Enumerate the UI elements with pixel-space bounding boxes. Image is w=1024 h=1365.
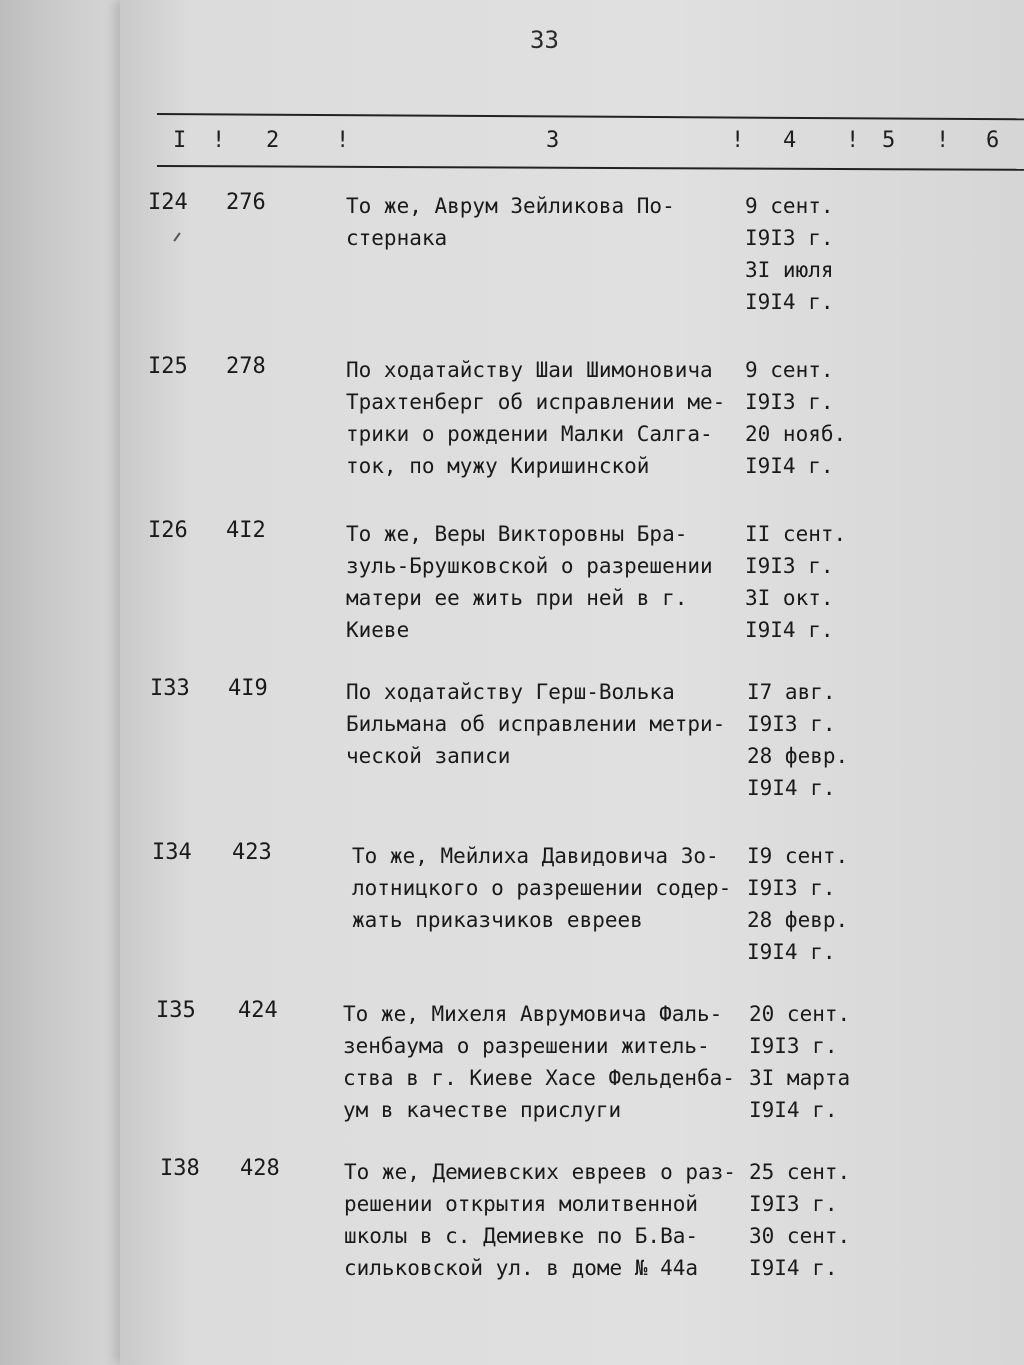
date-line: I9I3 г.	[749, 1034, 838, 1058]
entry-number: I34	[152, 840, 192, 865]
entry-number: I35	[156, 998, 196, 1023]
description-line: школы в с. Демиевке по Б.Ва-	[344, 1224, 699, 1248]
page-number: 33	[530, 26, 559, 54]
description-line: сильковской ул. в доме № 44а	[344, 1256, 699, 1280]
entry-dates	[745, 190, 875, 318]
date-line: I9I3 г.	[745, 554, 834, 578]
entry-description	[346, 190, 746, 254]
date-line: I9I3 г.	[749, 1192, 838, 1216]
date-line: 28 февр.	[747, 908, 849, 932]
col-separator: !	[846, 128, 860, 153]
description-line: По ходатайству Герш-Волька	[346, 680, 675, 704]
date-line: I9I4 г.	[745, 290, 834, 314]
date-line: I9I4 г.	[747, 940, 836, 964]
entry-dates	[747, 676, 877, 804]
date-line: I9I3 г.	[745, 390, 834, 414]
col-header-6: 6	[986, 128, 1000, 153]
col-header-1: I	[173, 128, 187, 153]
description-line: ток, по мужу Киришинской	[346, 454, 650, 478]
entry-description	[346, 676, 746, 772]
entry-description	[352, 840, 752, 936]
entry-dates	[747, 840, 877, 968]
date-line: I9I3 г.	[747, 876, 836, 900]
file-number: 428	[240, 1156, 280, 1181]
entry-number: I24	[148, 190, 188, 215]
description-line: стернака	[346, 226, 448, 250]
col-separator: !	[936, 128, 950, 153]
description-line: То же, Аврум Зейликова По-	[346, 194, 675, 218]
date-line: I9I4 г.	[745, 454, 834, 478]
file-number: 278	[226, 354, 266, 379]
entry-description	[344, 1156, 744, 1284]
file-number: 4I9	[228, 676, 268, 701]
description-line: жать приказчиков евреев	[352, 908, 643, 932]
date-line: I9I3 г.	[747, 712, 836, 736]
date-line: 20 нояб.	[745, 422, 847, 446]
description-line: ства в г. Киеве Хасе Фельденба-	[343, 1066, 735, 1090]
entry-dates	[749, 1156, 879, 1284]
date-line: 20 сент.	[749, 1002, 851, 1026]
entry-number: I26	[148, 518, 188, 543]
file-number: 423	[232, 840, 272, 865]
date-line: 3I окт.	[745, 586, 834, 610]
entry-dates	[749, 998, 879, 1126]
date-line: 30 сент.	[749, 1224, 851, 1248]
entry-dates	[745, 518, 875, 646]
description-line: зенбаума о разрешении житель-	[343, 1034, 710, 1058]
description-line: То же, Мейлиха Давидовича Зо-	[352, 844, 719, 868]
date-line: I7 авг.	[747, 680, 836, 704]
date-line: I9I4 г.	[749, 1098, 838, 1122]
col-separator: !	[731, 128, 745, 153]
entry-description	[343, 998, 743, 1126]
date-line: I9I4 г.	[745, 618, 834, 642]
entry-description	[346, 518, 746, 646]
entry-description	[346, 354, 746, 482]
description-line: То же, Демиевских евреев о раз-	[344, 1160, 736, 1184]
description-line: Киеве	[346, 618, 410, 642]
date-line: 3I марта	[749, 1066, 851, 1090]
date-line: 28 февр.	[747, 744, 849, 768]
description-line: трики о рождении Малки Салга-	[346, 422, 713, 446]
date-line: I9I4 г.	[749, 1256, 838, 1280]
description-line: матери ее жить при ней в г.	[346, 586, 688, 610]
description-line: решении открытия молитвенной	[344, 1192, 699, 1216]
date-line: 25 сент.	[749, 1160, 851, 1184]
date-line: 9 сент.	[745, 194, 834, 218]
col-header-3: 3	[546, 128, 560, 153]
description-line: ческой записи	[346, 744, 511, 768]
description-line: Бильмана об исправлении метри-	[346, 712, 726, 736]
description-line: ум в качестве прислуги	[343, 1098, 622, 1122]
file-number: 424	[238, 998, 278, 1023]
description-line: зуль-Брушковской о разрешении	[346, 554, 713, 578]
date-line: 3I июля	[745, 258, 834, 282]
description-line: лотницкого о разрешении содер-	[352, 876, 732, 900]
col-header-2: 2	[266, 128, 280, 153]
entry-number: I25	[148, 354, 188, 379]
col-header-5: 5	[882, 128, 896, 153]
col-separator: !	[336, 128, 350, 153]
description-line: То же, Михеля Аврумовича Фаль-	[343, 1002, 723, 1026]
description-line: То же, Веры Викторовны Бра-	[346, 522, 688, 546]
col-separator: !	[212, 128, 226, 153]
date-line: I9I3 г.	[745, 226, 834, 250]
file-number: 4I2	[226, 518, 266, 543]
date-line: II сент.	[745, 522, 847, 546]
entry-number: I33	[150, 676, 190, 701]
col-header-4: 4	[783, 128, 797, 153]
file-number: 276	[226, 190, 266, 215]
entry-dates	[745, 354, 875, 482]
date-line: 9 сент.	[745, 358, 834, 382]
date-line: I9 сент.	[747, 844, 849, 868]
description-line: Трахтенберг об исправлении ме-	[346, 390, 726, 414]
book-gutter	[0, 0, 140, 1365]
date-line: I9I4 г.	[747, 776, 836, 800]
description-line: По ходатайству Шаи Шимоновича	[346, 358, 713, 382]
entry-number: I38	[160, 1156, 200, 1181]
